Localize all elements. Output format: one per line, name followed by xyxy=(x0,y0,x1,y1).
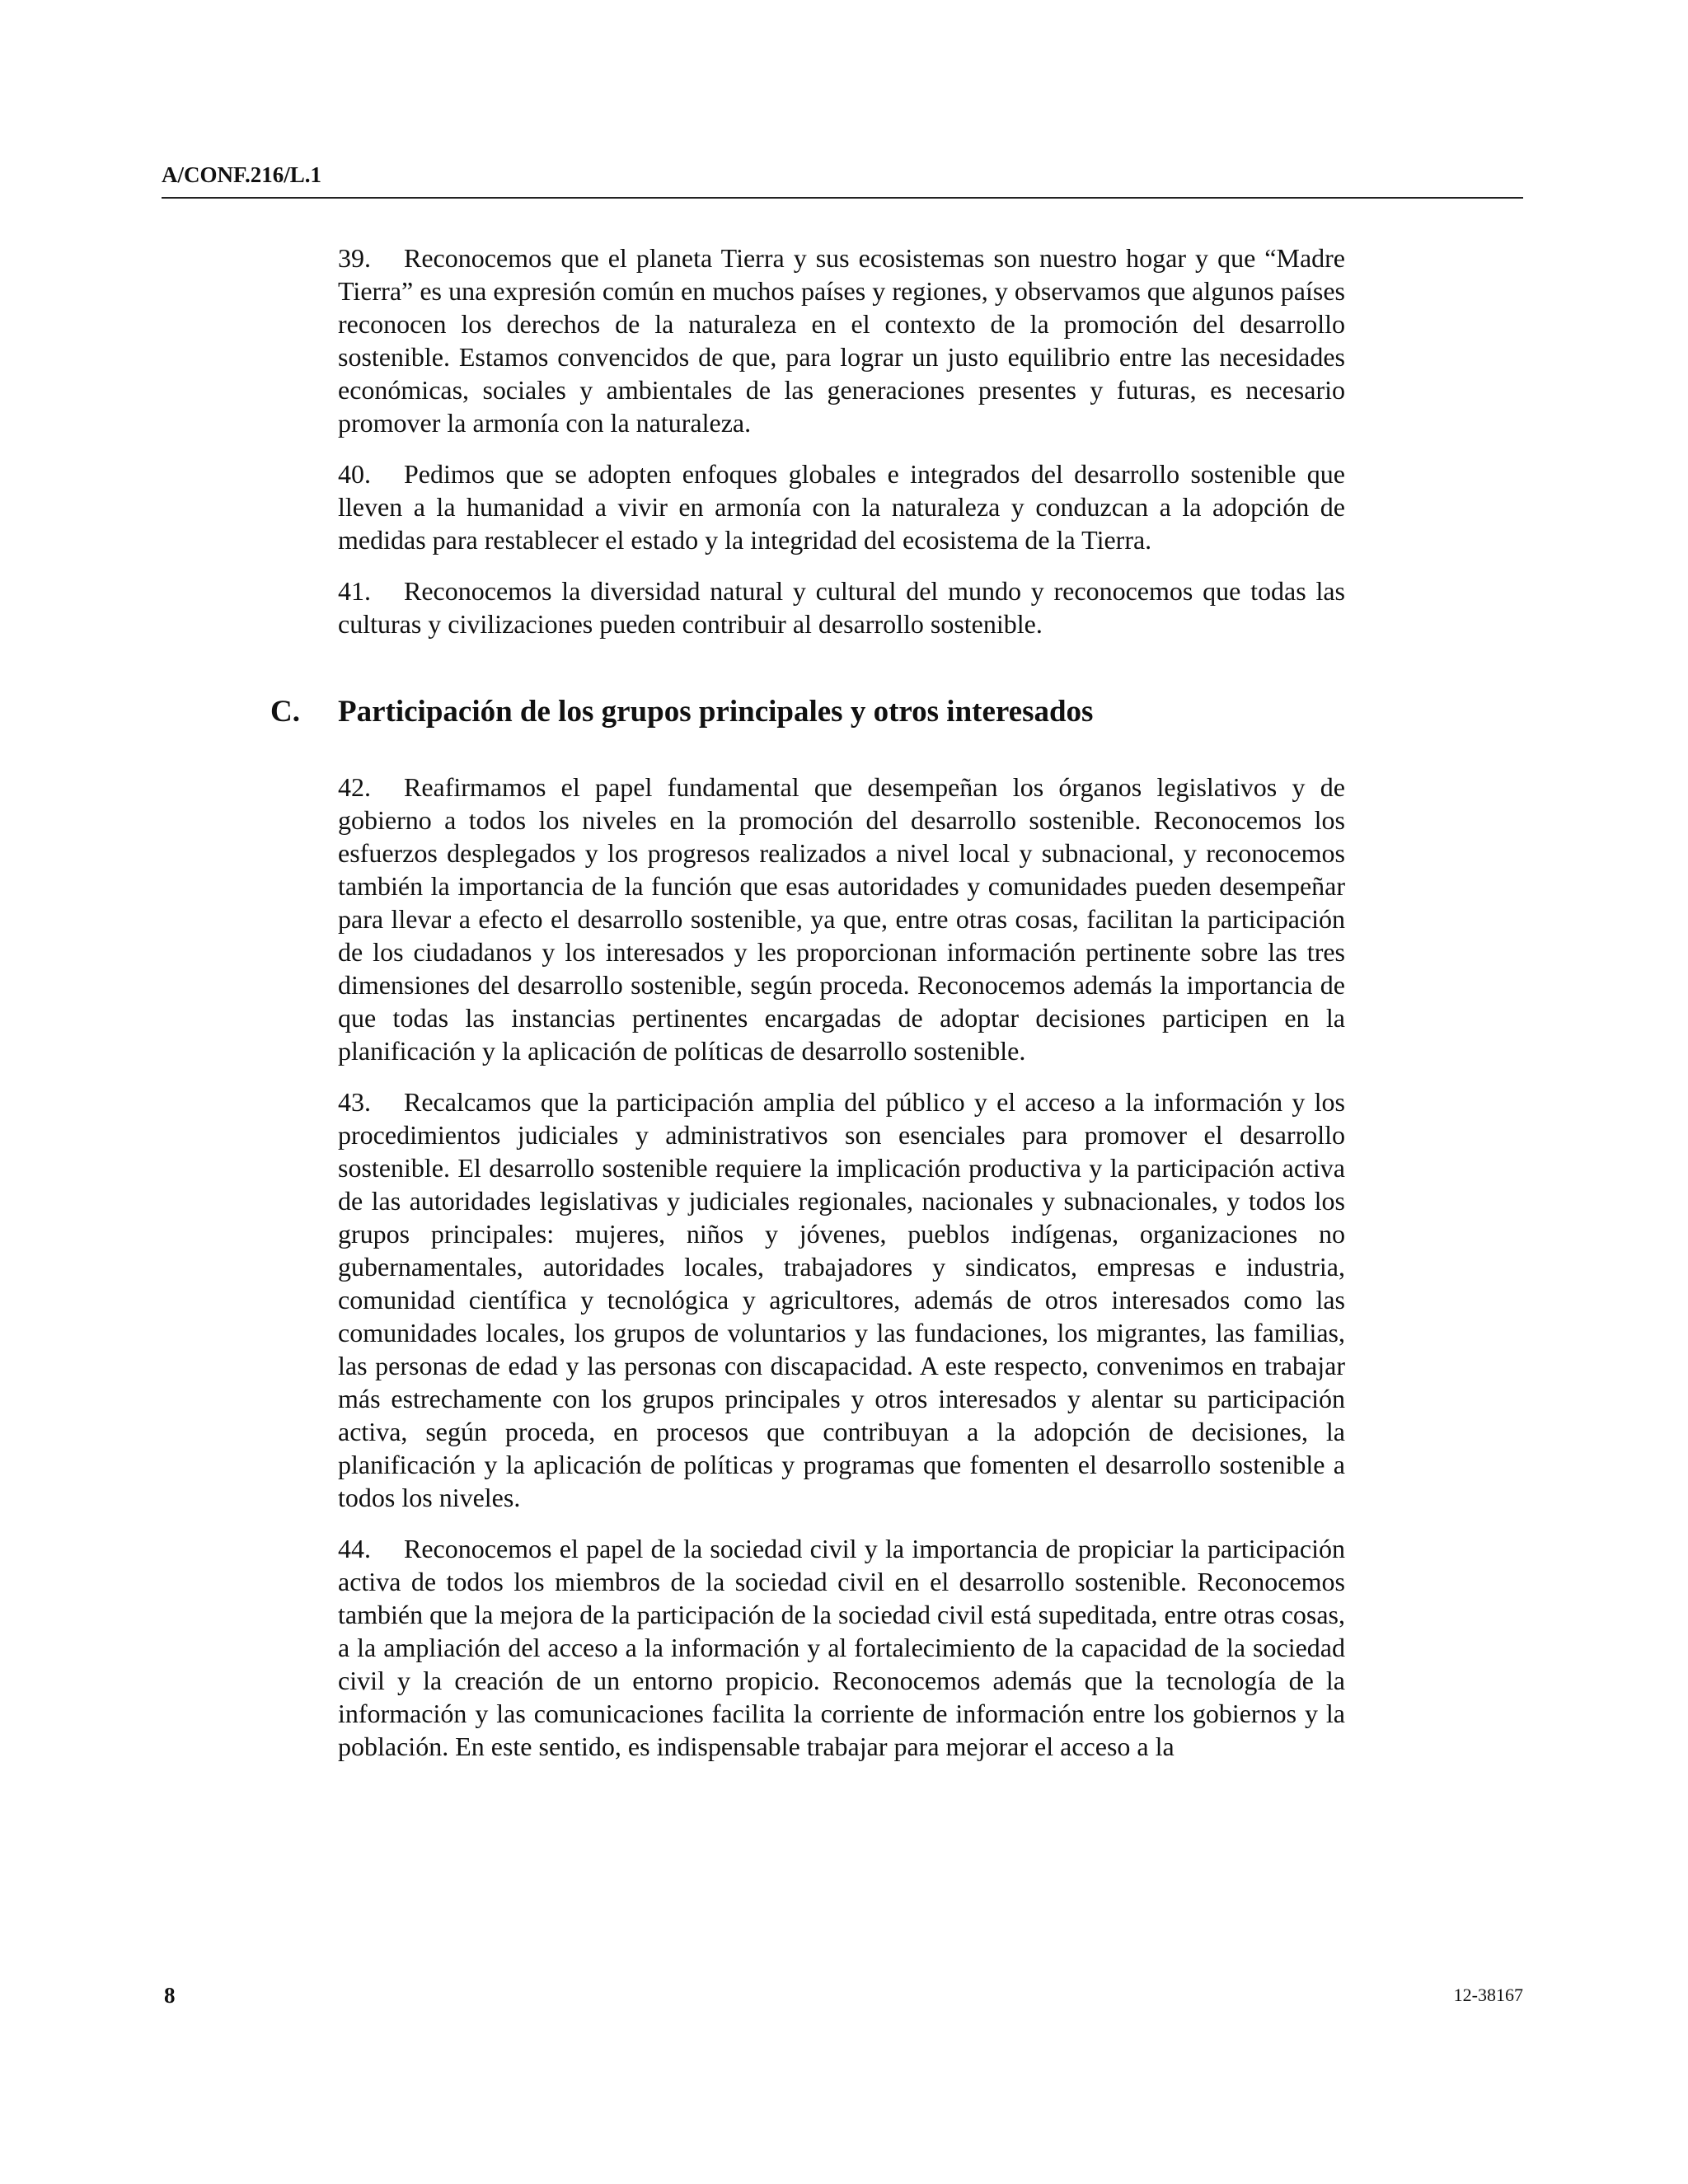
paragraph-text: Pedimos que se adopten enfoques globales e integrados del desarrollo sostenible que lleven a la humanidad a vivir en armonía con la naturaleza y conduzcan a la adopción de medidas para restablecer el estado y la integridad del ecosistema de la Tierra. xyxy=(338,459,1345,555)
paragraph-number: 41. xyxy=(338,576,371,606)
document-body xyxy=(270,241,1345,1781)
paragraph-44 xyxy=(338,1532,1345,1763)
paragraph-text: Reconocemos el papel de la sociedad civil y la importancia de propiciar la participación activa de todos los miembros de la sociedad civil en el desarrollo sostenible. Reconocemos también que la mejora de la participación de la sociedad civil está supeditada, entre otras cosas, a la ampliación del acceso a la información y al fortalecimiento de la capacidad de la sociedad civil y la creación de un entorno propicio. Reconocemos además que la tecnología de la información y las comunicaciones facilita la corriente de información entre los gobiernos y la población. En este sentido, es indispensable trabajar para mejorar el acceso a la xyxy=(338,1534,1345,1761)
paragraph-number: 44. xyxy=(338,1534,371,1563)
paragraph-number: 39. xyxy=(338,243,371,273)
paragraph-39 xyxy=(338,241,1345,439)
paragraph-text: Reafirmamos el papel fundamental que desempeñan los órganos legislativos y de gobierno a todos los niveles en la promoción del desarrollo sostenible. Reconocemos los esfuerzos desplegados y los progresos realizados a nivel local y subnacional, y reconocemos también la importancia de la función que esas autoridades y comunidades pueden desempeñar para llevar a efecto el desarrollo sostenible, ya que, entre otras cosas, facilitan la participación de los ciudadanos y los interesados y les proporcionan información pertinente sobre las tres dimensiones del desarrollo sostenible, según proceda. Reconocemos además la importancia de que todas las instancias pertinentes encargadas de adoptar decisiones participen en la planificación y la aplicación de políticas de desarrollo sostenible. xyxy=(338,772,1345,1066)
paragraph-number: 42. xyxy=(338,772,371,802)
paragraph-41 xyxy=(338,574,1345,640)
document-code: 12-38167 xyxy=(1453,1985,1523,2005)
paragraph-text: Recalcamos que la participación amplia del público y el acceso a la información y los procedimientos judiciales y administrativos son esenciales para promover el desarrollo sostenible. El desarrollo sostenible requiere la implicación productiva y la participación activa de las autoridades legislativas y judiciales regionales, nacionales y subnacionales, y todos los grupos principales: mujeres, niños y jóvenes, pueblos indígenas, organizaciones no gubernamentales, autoridades locales, trabajadores y sindicatos, empresas e industria, comunidad científica y tecnológica y agricultores, además de otros interesados como las comunidades locales, los grupos de voluntarios y las fundaciones, los migrantes, las familias, las personas de edad y las personas con discapacidad. A este respecto, convenimos en trabajar más estrechamente con los grupos principales y otros interesados y alentar su participación activa, según proceda, en procesos que contribuyan a la adopción de decisiones, la planificación y la aplicación de políticas y programas que fomenten el desarrollo sostenible a todos los niveles. xyxy=(338,1087,1345,1512)
section-title: Participación de los grupos principales y otros interesados xyxy=(338,695,1094,729)
paragraph-number: 40. xyxy=(338,459,371,489)
page-number: 8 xyxy=(164,1983,176,2008)
paragraph-text: Reconocemos la diversidad natural y cultural del mundo y reconocemos que todas las culturas y civilizaciones pueden contribuir al desarrollo sostenible. xyxy=(338,576,1345,639)
paragraph-text: Reconocemos que el planeta Tierra y sus ecosistemas son nuestro hogar y que “Madre Tierra” es una expresión común en muchos países y regiones, y observamos que algunos países reconocen los derechos de la naturaleza en el contexto de la promoción del desarrollo sostenible. Estamos convencidos de que, para lograr un justo equilibrio entre las necesidades económicas, sociales y ambientales de las generaciones presentes y futuras, es necesario promover la armonía con la naturaleza. xyxy=(338,243,1345,438)
document-symbol: A/CONF.216/L.1 xyxy=(162,162,322,187)
paragraph-42 xyxy=(338,771,1345,1067)
paragraph-43 xyxy=(338,1085,1345,1514)
header-rule xyxy=(162,197,1523,199)
paragraph-40 xyxy=(338,457,1345,556)
paragraph-number: 43. xyxy=(338,1087,371,1117)
section-letter: C. xyxy=(270,695,300,729)
section-heading xyxy=(270,693,1345,731)
